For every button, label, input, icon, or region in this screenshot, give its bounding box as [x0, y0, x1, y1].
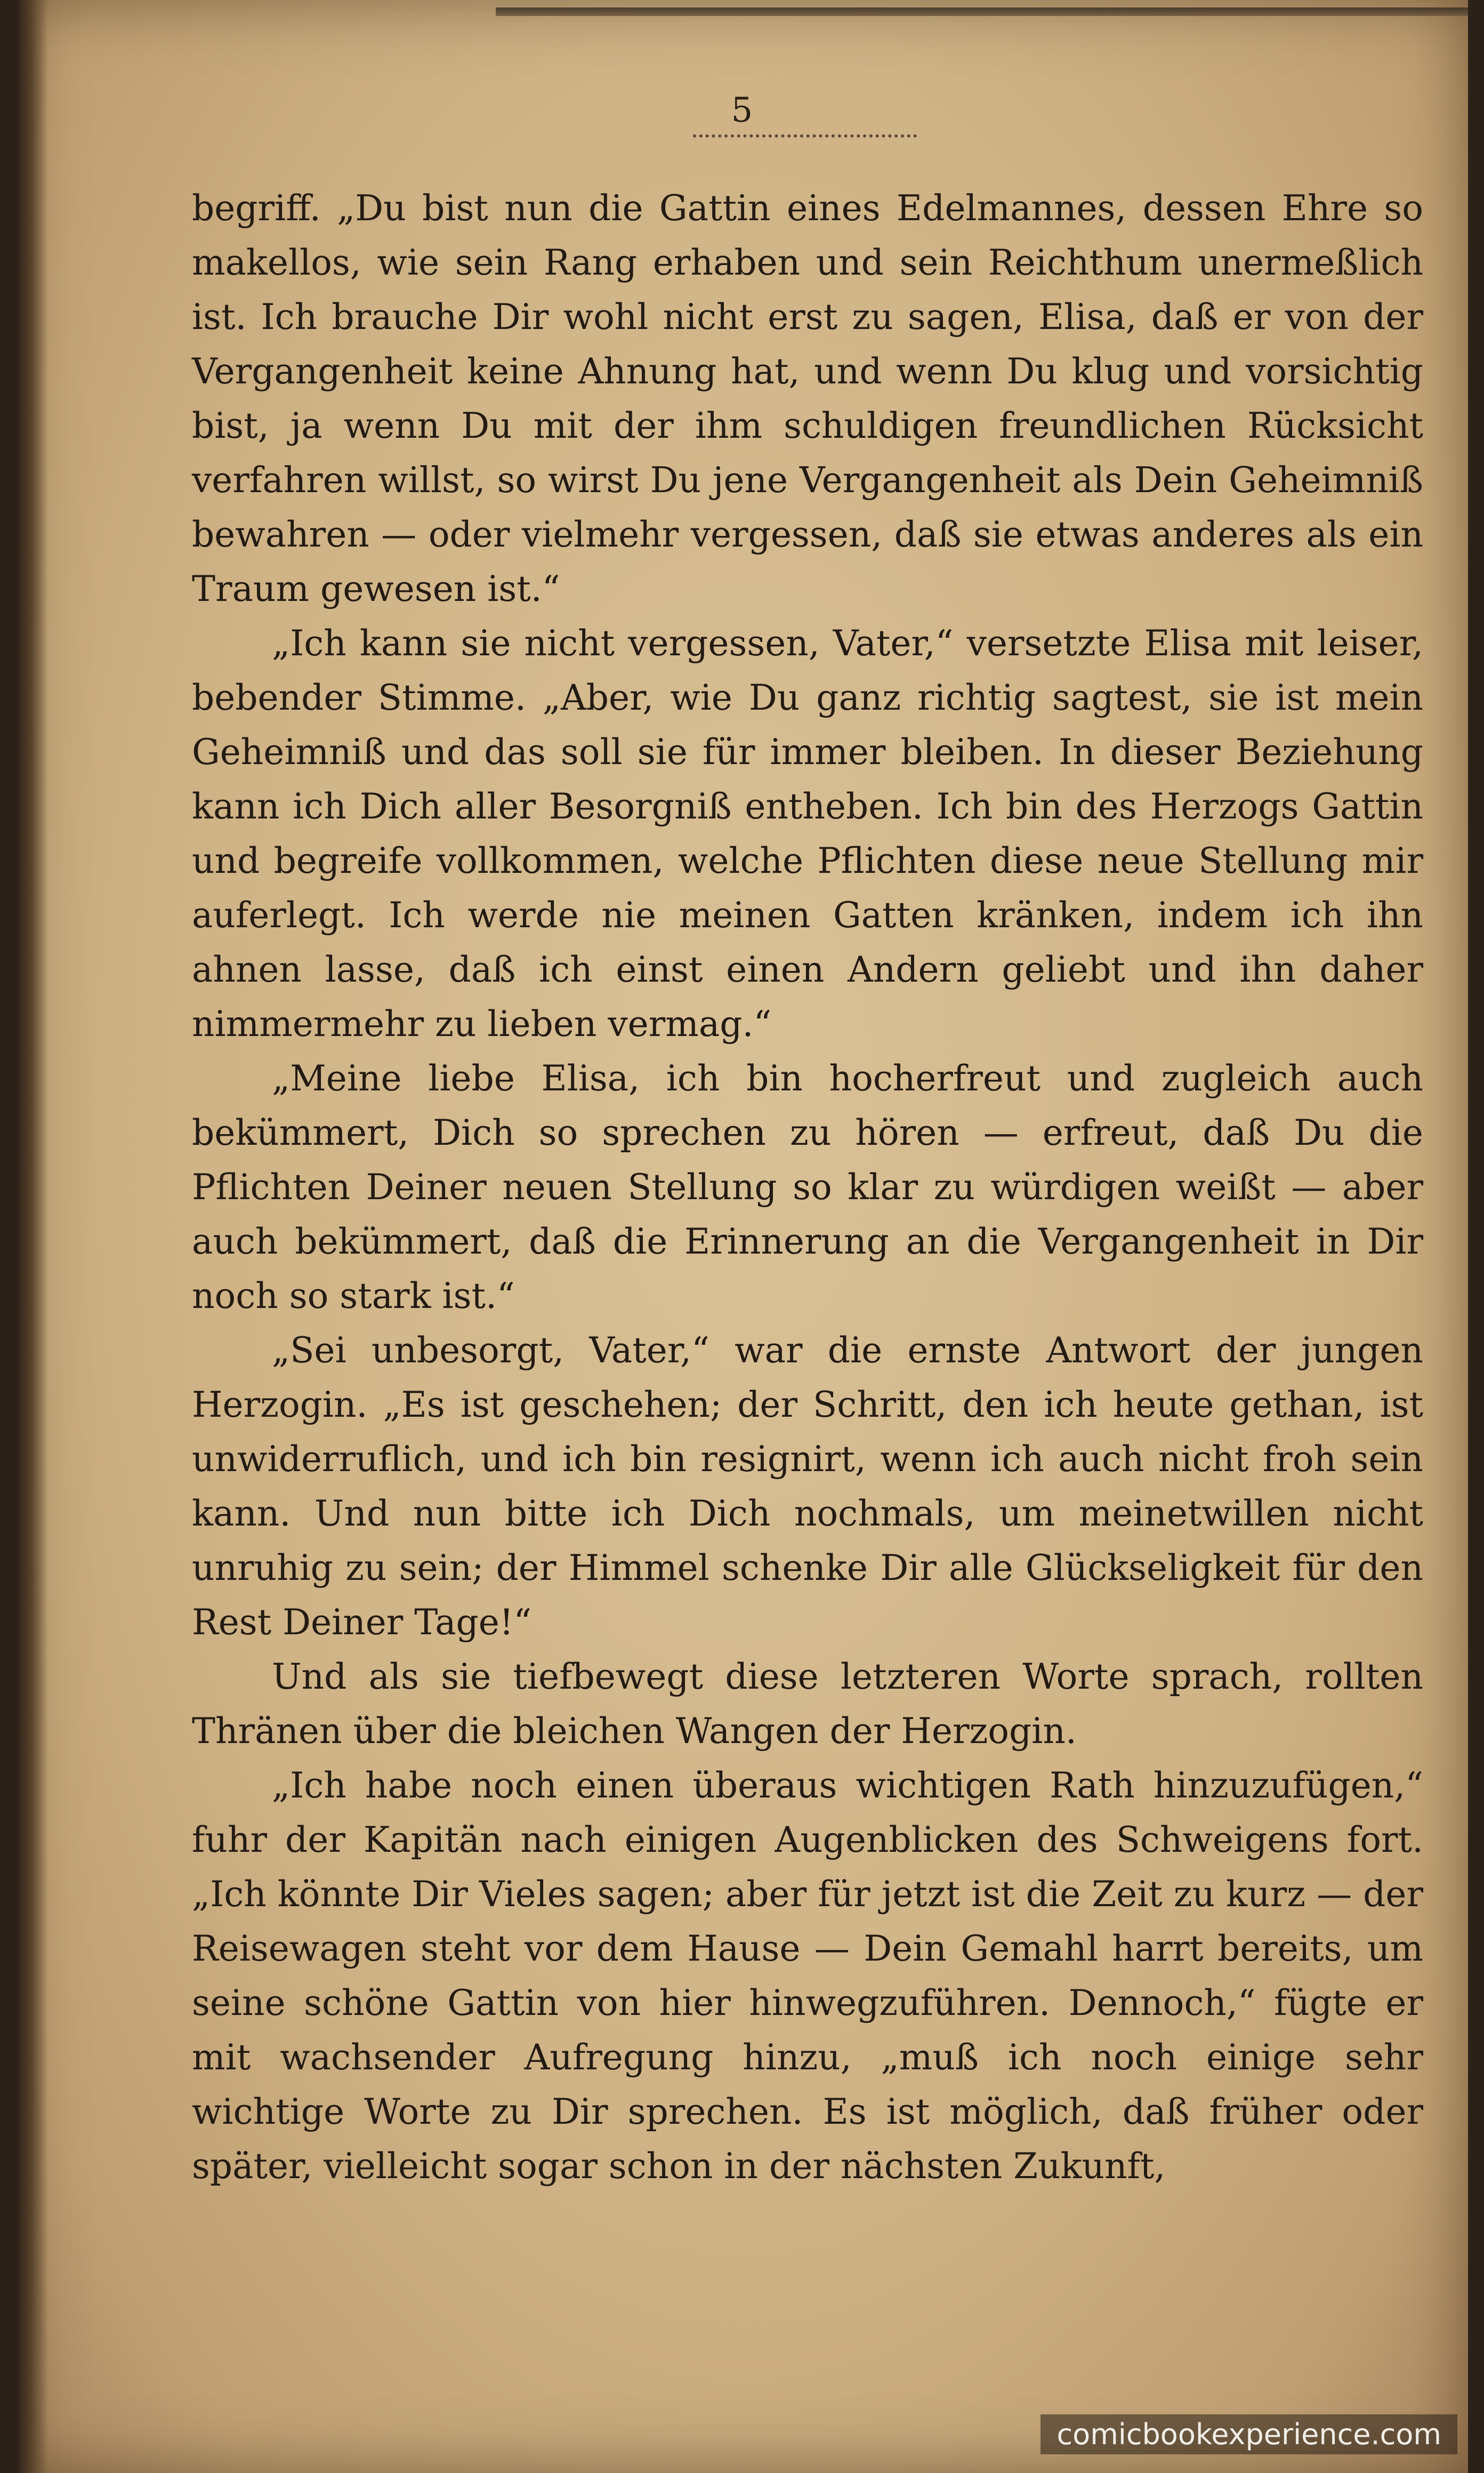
paragraph-2: „Ich kann sie nicht vergessen, Vater,“ versetzte Elisa mit leiser, bebender Stimme. „Aber, wie Du ganz richtig sagtest, sie ist mein Geheimniß und das soll sie für immer bleiben. In dieser Beziehung kann ich Dich aller Besorgniß entheben. Ich bin des Herzogs Gattin und begreife vollkommen, welche Pflichten diese neue Stellung mir auferlegt. Ich werde nie meinen Gatten kränken, indem ich ihn ahnen lasse, daß ich einst einen Andern geliebt und ihn daher nimmermehr zu lieben vermag.“	[192, 623, 1423, 1045]
paragraph-3: „Meine liebe Elisa, ich bin hocherfreut und zugleich auch bekümmert, Dich so sprechen zu hören — erfreut, daß Du die Pflichten Deiner neuen Stellung so klar zu würdigen weißt — aber auch bekümmert, daß die Erinnerung an die Vergangenheit in Dir noch so stark ist.“	[192, 1058, 1423, 1316]
book-page	[16, 0, 1468, 2473]
paragraph-5: Und als sie tiefbewegt diese letzteren Worte sprach, rollten Thränen über die bleichen Wangen der Herzogin.	[192, 1656, 1423, 1752]
page-binding-shadow	[16, 0, 48, 2473]
paragraph-4: „Sei unbesorgt, Vater,“ war die ernste Antwort der jungen Herzogin. „Es ist geschehen; der Schritt, den ich heute gethan, ist unwiderruflich, und ich bin resignirt, wenn ich auch nicht froh sein kann. Und nun bitte ich Dich nochmals, um meinetwillen nicht unruhig zu sein; der Himmel schenke Dir alle Glückseligkeit für den Rest Deiner Tage!“	[192, 1330, 1423, 1643]
page-number: 5	[731, 91, 753, 130]
watermark: comicbookexperience.com	[1041, 2414, 1457, 2454]
paragraph-1: begriff. „Du bist nun die Gattin eines Edelmannes, dessen Ehre so makellos, wie sein Rang erhaben und sein Reichthum unermeßlich ist. Ich brauche Dir wohl nicht erst zu sagen, Elisa, daß er von der Vergangenheit keine Ahnung hat, und wenn Du klug und vorsichtig bist, ja wenn Du mit der ihm schuldigen freundlichen Rücksicht verfahren willst, so wirst Du jene Vergangenheit als Dein Geheimniß bewahren — oder vielmehr vergessen, daß sie etwas anderes als ein Traum gewesen ist.“	[192, 188, 1423, 609]
page-text	[192, 181, 1423, 2194]
paragraph-6: „Ich habe noch einen überaus wichtigen Rath hinzuzufügen,“ fuhr der Kapitän nach einigen Augenblicken des Schweigens fort. „Ich könnte Dir Vieles sagen; aber für jetzt ist die Zeit zu kurz — der Reisewagen steht vor dem Hause — Dein Gemahl harrt bereits, um seine schöne Gattin von hier hinwegzuführen. Dennoch,“ fügte er mit wachsender Aufregung hinzu, „muß ich noch einige sehr wichtige Worte zu Dir sprechen. Es ist möglich, daß früher oder später, vielleicht sogar schon in der nächsten Zukunft,	[192, 1765, 1423, 2187]
header-ornament	[693, 134, 917, 147]
top-edge-rule	[496, 7, 1468, 16]
